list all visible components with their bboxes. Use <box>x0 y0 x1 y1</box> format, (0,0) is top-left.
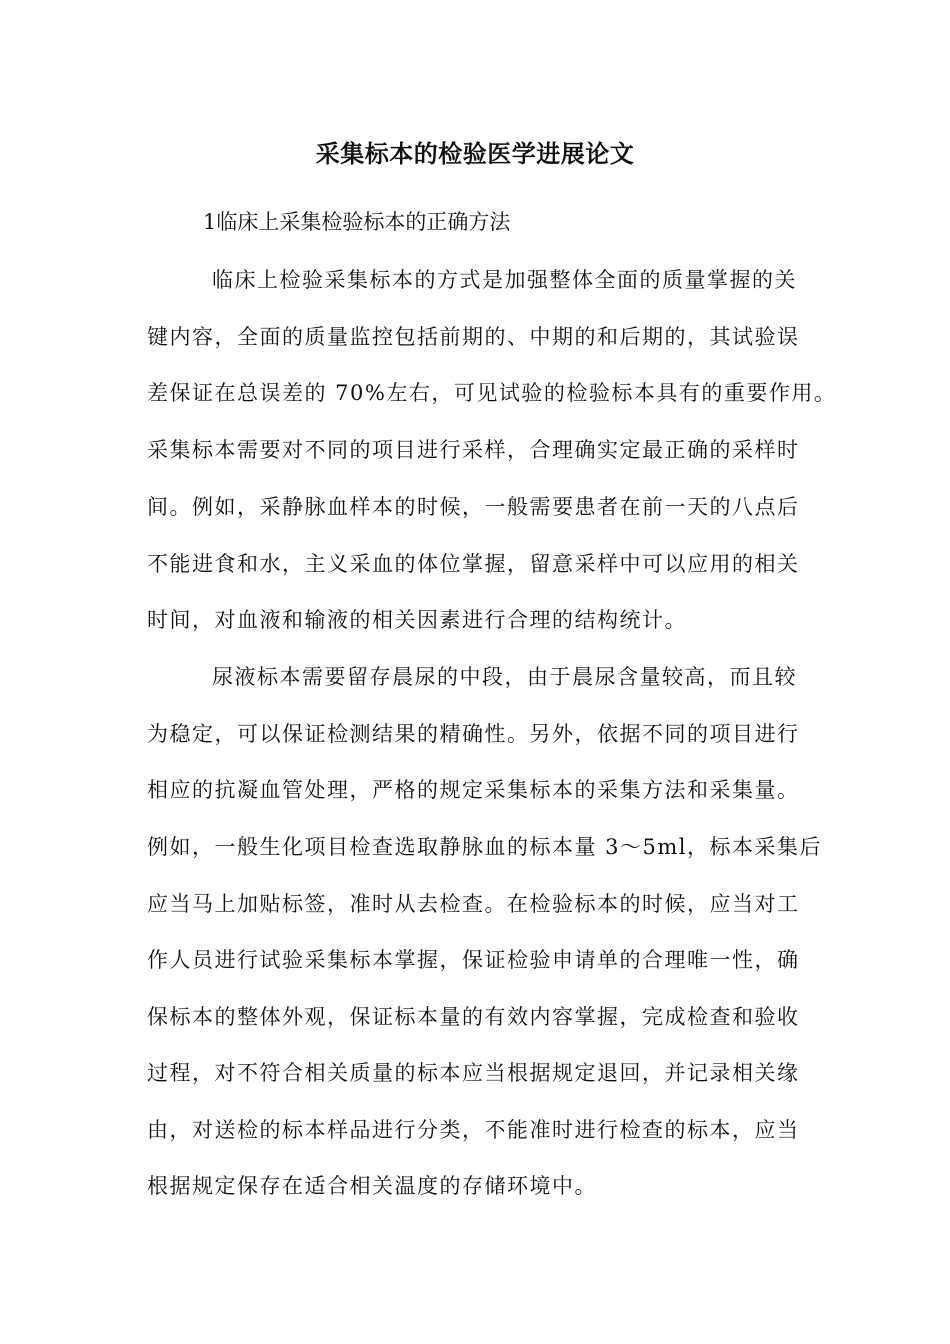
paragraph-line: 根据规定保存在适合相关温度的存储环境中。 <box>147 1174 597 1198</box>
paragraph-line: 作人员进行试验采集标本掌握，保证检验申请单的合理唯一性，确 <box>147 948 800 972</box>
paragraph-line: 相应的抗凝血管处理，严格的规定采集标本的采集方法和采集量。 <box>147 778 800 802</box>
paragraph-line: 过程，对不符合相关质量的标本应当根据规定退回，并记录相关缘 <box>147 1061 800 1085</box>
paragraph-line: 应当马上加贴标签，准时从去检查。在检验标本的时候，应当对工 <box>147 892 800 916</box>
paragraph-line: 间。例如，采静脉血样本的时候，一般需要患者在前一天的八点后 <box>147 495 800 519</box>
section-heading: 1临床上采集检验标本的正确方法 <box>203 210 511 234</box>
document-title: 采集标本的检验医学进展论文 <box>315 140 635 168</box>
paragraph-line: 键内容，全面的质量监控包括前期的、中期的和后期的，其试验误 <box>147 325 800 349</box>
paragraph-line: 不能进食和水，主义采血的体位掌握，留意采样中可以应用的相关 <box>147 552 800 576</box>
paragraph-line: 由，对送检的标本样品进行分类，不能准时进行检查的标本，应当 <box>147 1118 800 1142</box>
paragraph-line: 差保证在总误差的 70%左右，可见试验的检验标本具有的重要作用。 <box>147 381 837 405</box>
paragraph-line: 例如，一般生化项目检查选取静脉血的标本量 3～5ml，标本采集后 <box>147 835 823 859</box>
paragraph-line: 尿液标本需要留存晨尿的中段，由于晨尿含量较高，而且较 <box>212 665 797 689</box>
paragraph-line: 保标本的整体外观，保证标本量的有效内容掌握，完成检查和验收 <box>147 1005 800 1029</box>
paragraph-line: 临床上检验采集标本的方式是加强整体全面的质量掌握的关 <box>212 268 797 292</box>
paragraph-line: 时间，对血液和输液的相关因素进行合理的结构统计。 <box>147 608 687 632</box>
paragraph-line: 为稳定，可以保证检测结果的精确性。另外，依据不同的项目进行 <box>147 722 800 746</box>
paragraph-line: 采集标本需要对不同的项目进行采样，合理确实定最正确的采样时 <box>147 438 800 462</box>
